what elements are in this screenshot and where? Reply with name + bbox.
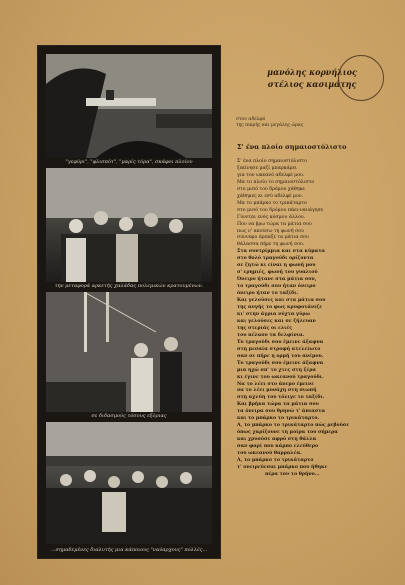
photo-caption-2: την μεταφορά αρκετής χαλάδας πολεμικών κρατουμένων. bbox=[54, 283, 204, 289]
poem-line: Να το λέει στο άνεμο έμεινε bbox=[237, 381, 315, 387]
poem-line: για τον ωκεανό αδελφέ μου. bbox=[237, 172, 305, 178]
poem-line: μια ηχώ σπ' το χτες στη ξέρα bbox=[237, 367, 316, 373]
photo-crowd-on-ship bbox=[46, 422, 212, 544]
poem-line: και γελούσες και σε ζήλευαν bbox=[237, 318, 316, 324]
poem-line: Και βρήκα τώρα τα μάτια σου bbox=[237, 402, 319, 408]
photo-caption-4: ...σημαδεμένες διαλυτής μια κάποιους "ναύαρχους" πολλές... bbox=[50, 547, 208, 553]
poem-line: τ' ονειρεύεσαι μπάρκο που ήθηκε bbox=[237, 464, 328, 470]
dedication bbox=[236, 117, 356, 129]
poem-line: Α, το μπάρκο το τρικάταρτο bbox=[237, 457, 314, 463]
poem-line: της στεριάς οι ελιές bbox=[237, 325, 293, 331]
poem-line: όπως χαρίζουνε τη μοίρα του σήμερα bbox=[237, 430, 338, 436]
poem-line: χάθηκες κι εσύ αδελφέ μου. bbox=[237, 193, 304, 199]
photo-group-on-deck bbox=[46, 168, 212, 282]
poem-line: πέρα του το θρήνο... bbox=[265, 471, 320, 477]
poem-line: Μα το μπάρκο το τρικάταρτο bbox=[237, 200, 307, 206]
poem-line: Μα το πλοίο το σημαιοστόλιστο bbox=[237, 179, 315, 185]
poem-body bbox=[237, 159, 389, 479]
poem-line: κι' στην άγρια νύχτα γύρω bbox=[237, 311, 310, 317]
poem-line: και το μπάρκο το τρικάταρτο. bbox=[237, 416, 320, 422]
poem-line: Σ' ένα πλοίο σημαιοστόλιστο bbox=[237, 159, 307, 164]
poem-line: Όνειρο ήτανε στα μάτια σου, bbox=[237, 277, 317, 283]
photo-strip bbox=[38, 46, 220, 558]
author-1: μανόλης κορνήλιος bbox=[267, 67, 357, 77]
poem-line: του πέλαου τα δελφίνια. bbox=[237, 332, 305, 338]
poem-line: κι έγινε του ωκεανού τραγούδι. bbox=[237, 374, 324, 380]
poem-line: Που να βρω τώρα τα μάτια σου bbox=[237, 221, 312, 227]
poem-line: σύννεφο άρπαξε τα μάτια σου bbox=[237, 235, 309, 241]
poem-title: Σ' ένα πλοίο σημαιοστόλιστο bbox=[237, 143, 347, 151]
poem-line: ξεκίνησε μαζί μπαρκάρει bbox=[237, 165, 297, 171]
author-2: στέλιος κασιμάτης bbox=[267, 79, 357, 89]
poem-line: να το λέει μονάχη στη σιωπή bbox=[237, 388, 317, 394]
poem-line: σαν φαρί που κάρπο ελεύθερο bbox=[237, 444, 319, 450]
photo-caption-1: "γεφύρι", "φλισπότ", "μαρίς τόρα", σκάφοι πλοίου bbox=[65, 159, 193, 165]
poem-line: Το τραγούδι σου έμεινε άξαφνα bbox=[237, 339, 324, 345]
poem-line: θάλασσα πήρε τη φωνή σου. bbox=[237, 242, 305, 248]
poem-line: στη αχλύη του τόλιγε το ταξίδι. bbox=[237, 395, 325, 401]
poem-line: και χρυσόσε αφρό στη θάλλα bbox=[237, 437, 317, 443]
poem-line: Το τραγούδι σου έμεινε άξαφνα bbox=[237, 360, 324, 366]
photo-caption-3: σε διδασμούς τόσους εξόριας bbox=[91, 413, 167, 419]
dedication-line-1: στον αδελφό bbox=[236, 117, 266, 122]
poem-line: του ωκεανού θαρραλέα. bbox=[237, 451, 302, 457]
poem-line: σαν σε πήρε η ορμή του ανέμου. bbox=[237, 353, 324, 359]
poem-line: τα όνειρα σου θρηνώ τ' άπιαστα bbox=[237, 409, 326, 415]
photo-steamship-harbor bbox=[46, 54, 212, 158]
poem-line: στο θολό τραγούδι ορίζοντα bbox=[237, 256, 314, 262]
poem-line: στο μισό του δρόμου χάθηκε bbox=[237, 186, 305, 192]
poem-line: Γύνεται ενός κόσμου άλλου. bbox=[237, 214, 306, 220]
poem-line: στη μεσαία στροφή ατελείωτο bbox=[237, 346, 321, 352]
poem-line: το τραγούδι σου ήταν όνειρο bbox=[237, 284, 316, 290]
poem-line: πως ν' ακούσω τη φωνή σου bbox=[237, 228, 304, 234]
poem-line: της αυγής το φως κρυφοτάνιζε bbox=[237, 305, 323, 311]
poem-line: στο μισό του δρόμου πάει-ναυάγησε bbox=[237, 207, 324, 213]
poem-line: Και γελούσες και στα μάτια σου bbox=[237, 298, 326, 304]
poem-line: όνειρο ήταν το ταξίδι. bbox=[237, 291, 299, 297]
dedication-line-2: της πικρής και μεγάλης ώρας bbox=[236, 123, 304, 128]
poem-line: σ' ερημιές, φωνή του γυαλιού bbox=[237, 270, 318, 276]
photo-men-by-mast bbox=[46, 292, 212, 412]
poem-line: Α, το μπάρκο το τρικάταρτο πώς ρεβούσε bbox=[237, 423, 350, 429]
poem-line: σε ζητώ κι είναι η φωνή μου bbox=[237, 263, 316, 269]
authors-block bbox=[252, 66, 372, 90]
poem-line: Στα συντρίμμια και στα κύματα bbox=[237, 249, 326, 255]
